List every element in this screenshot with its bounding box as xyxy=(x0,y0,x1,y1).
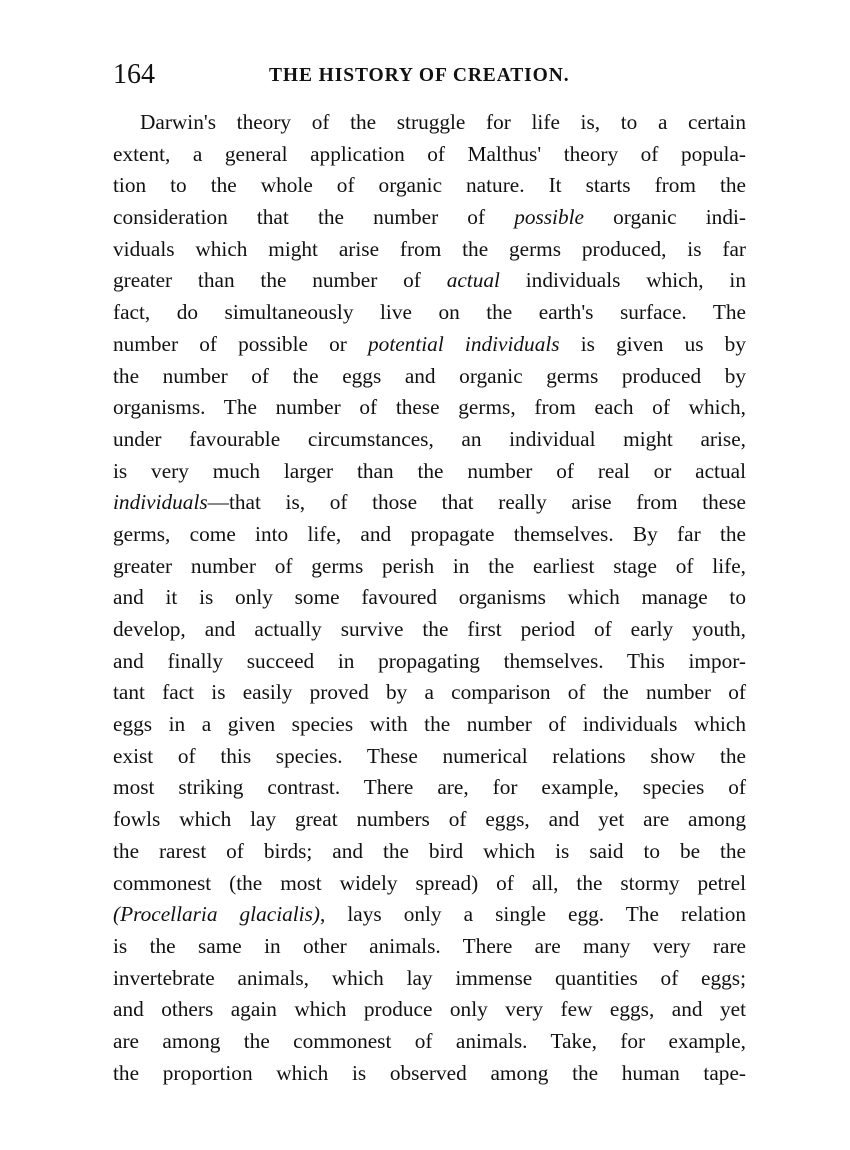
text-line xyxy=(113,582,746,614)
text-line xyxy=(113,994,746,1026)
text-segment: the rarest of birds; and the bird which is said to be the xyxy=(113,838,746,863)
italic-text: (Procellaria glacialis) xyxy=(113,902,320,927)
text-line xyxy=(113,170,746,202)
text-line xyxy=(113,1058,746,1090)
text-segment: greater than the number of xyxy=(113,268,447,293)
text-segment: invertebrate animals, which lay immense quantities of eggs; xyxy=(113,965,746,990)
text-segment: number of possible or xyxy=(113,331,369,356)
italic-text: possible xyxy=(514,205,584,230)
text-line xyxy=(113,361,746,393)
text-segment: organisms. The number of these germs, from each of which, xyxy=(113,395,746,420)
text-segment: —that is, of those that really arise from these xyxy=(207,490,746,515)
text-line xyxy=(113,107,746,139)
text-line xyxy=(113,836,746,868)
text-line xyxy=(113,963,746,995)
text-line xyxy=(113,424,746,456)
text-segment: exist of this species. These numerical relations show the xyxy=(113,743,746,768)
text-line xyxy=(113,646,746,678)
text-segment: the number of the eggs and organic germs produced by xyxy=(113,363,746,388)
text-line xyxy=(113,456,746,488)
text-segment: develop, and actually survive the first period of early youth, xyxy=(113,617,746,641)
text-segment: organic indi- xyxy=(584,205,746,230)
text-segment: the proportion which is observed among the human tape- xyxy=(113,1060,746,1085)
running-head xyxy=(113,58,743,92)
text-segment: greater number of germs perish in the earliest stage of life, xyxy=(113,553,746,578)
text-segment: fact, do simultaneously live on the earth's surface. The xyxy=(113,300,746,325)
text-segment: eggs in a given species with the number of individuals which xyxy=(113,712,746,737)
text-segment: is very much larger than the number of real or actual xyxy=(113,458,746,483)
text-line xyxy=(113,202,746,234)
text-segment: individuals which, in xyxy=(499,268,746,293)
text-segment: commonest (the most widely spread) of all, the stormy petrel xyxy=(113,870,746,895)
text-segment: and it is only some favoured organisms which manage to xyxy=(113,585,746,610)
text-line xyxy=(113,868,746,900)
body-paragraph xyxy=(113,107,746,1089)
text-segment: and others again which produce only very few eggs, and yet xyxy=(113,997,746,1022)
text-line xyxy=(113,614,746,646)
text-line xyxy=(113,487,746,519)
text-line xyxy=(113,804,746,836)
text-segment: is given us by xyxy=(559,331,746,356)
page-number: 164 xyxy=(113,59,155,90)
text-segment: most striking contrast. There are, for example, species of xyxy=(113,775,746,800)
text-segment: tion to the whole of organic nature. It starts from the xyxy=(113,173,746,198)
text-line xyxy=(113,551,746,583)
text-segment: are among the commonest of animals. Take, for example, xyxy=(113,1028,746,1053)
text-line xyxy=(113,519,746,551)
text-line xyxy=(113,772,746,804)
text-line xyxy=(113,1026,746,1058)
text-line xyxy=(113,234,746,266)
text-segment: is the same in other animals. There are many very rare xyxy=(113,933,746,958)
text-line xyxy=(113,741,746,773)
text-line xyxy=(113,899,746,931)
italic-text: potential individuals xyxy=(368,331,560,356)
italic-text: actual xyxy=(446,268,500,293)
text-segment: Darwin's theory of the struggle for life is, to a certain xyxy=(140,110,746,134)
text-line xyxy=(113,709,746,741)
text-segment: consideration that the number of xyxy=(113,205,515,230)
text-line xyxy=(113,297,746,329)
text-line xyxy=(113,677,746,709)
text-segment: tant fact is easily proved by a comparison of the number of xyxy=(113,680,746,705)
text-line xyxy=(113,329,746,361)
text-segment: and finally succeed in propagating themselves. This impor- xyxy=(113,648,746,673)
italic-text: individuals xyxy=(113,490,208,515)
text-segment: under favourable circumstances, an individual might arise, xyxy=(113,426,746,451)
text-segment: fowls which lay great numbers of eggs, and yet are among xyxy=(113,807,746,832)
text-line xyxy=(113,139,746,171)
text-segment: extent, a general application of Malthus' theory of popula- xyxy=(113,141,746,166)
text-line xyxy=(113,265,746,297)
text-line xyxy=(113,931,746,963)
text-segment: , lays only a single egg. The relation xyxy=(319,902,746,927)
text-line xyxy=(113,392,746,424)
text-segment: germs, come into life, and propagate themselves. By far the xyxy=(113,521,746,546)
running-title: THE HISTORY OF CREATION. xyxy=(269,65,570,86)
text-segment: viduals which might arise from the germs produced, is far xyxy=(113,236,746,261)
